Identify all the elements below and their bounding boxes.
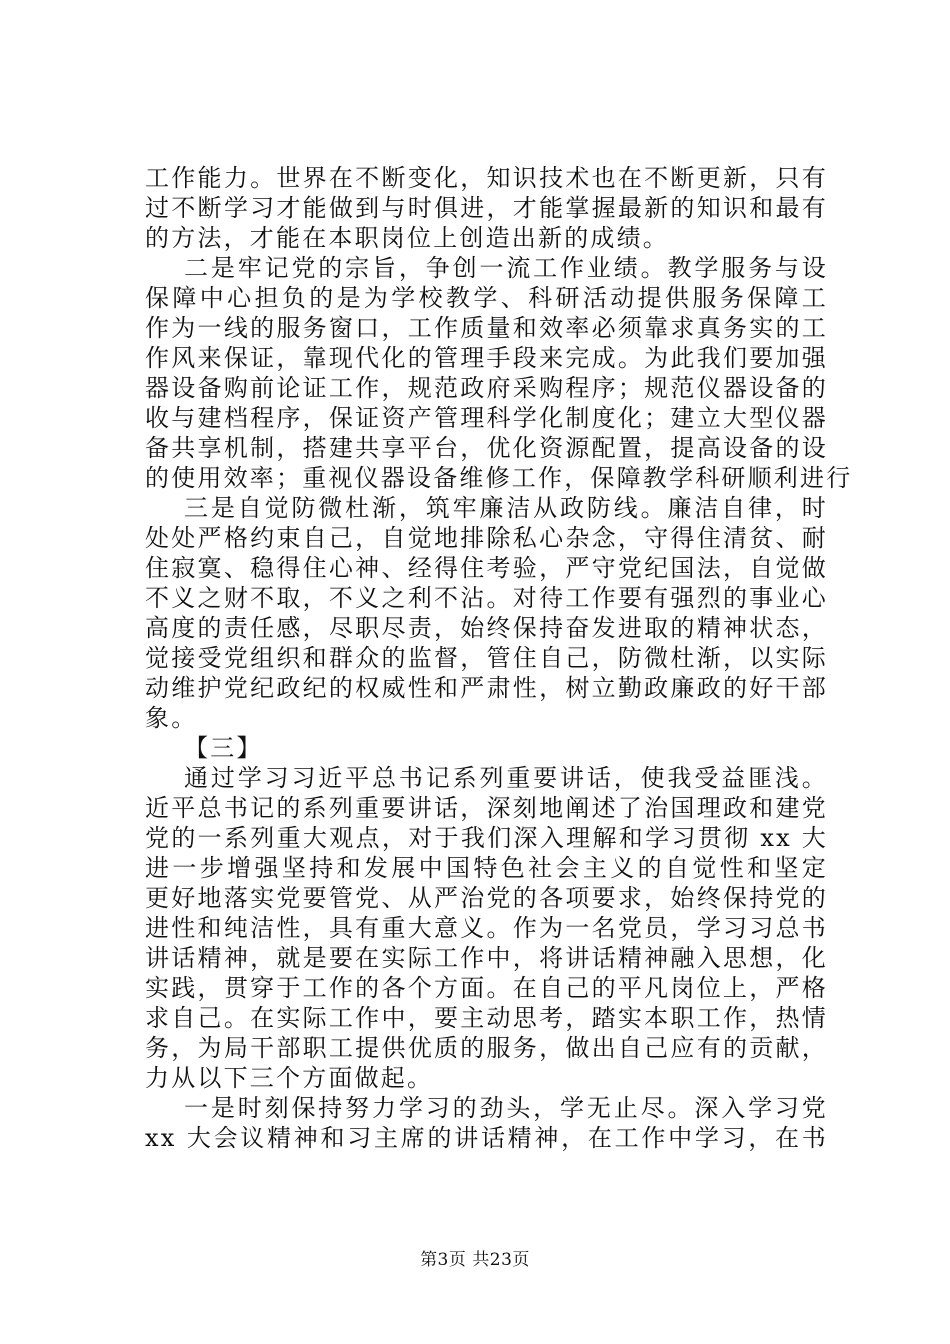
text-line: 一是时刻保持努力学习的劲头，学无止尽。深入学习党 bbox=[184, 1094, 828, 1122]
text-line: 务，为局干部职工提供优质的服务，做出自己应有的贡献， bbox=[145, 1034, 828, 1062]
text-line: 党的一系列重大观点，对于我们深入理解和学习贯彻 xx 大 bbox=[145, 824, 828, 852]
paragraph bbox=[145, 1093, 828, 1153]
text-line: xx 大会议精神和习主席的讲话精神，在工作中学习，在书 bbox=[145, 1124, 828, 1152]
paragraph bbox=[145, 763, 828, 1093]
text-line: 不义之财不取，不义之利不沾。对待工作要有强烈的事业心 bbox=[145, 584, 828, 612]
text-line: 讲话精神，就是要在实际工作中，将讲话精神融入思想，化 bbox=[145, 944, 828, 972]
document-body bbox=[145, 163, 853, 1153]
text-line: 求自己。在实际工作中，要主动思考，踏实本职工作，热情 bbox=[145, 1004, 828, 1032]
paragraph bbox=[145, 163, 828, 253]
paragraph bbox=[145, 253, 853, 493]
text-line: 通过学习习近平总书记系列重要讲话，使我受益匪浅。 bbox=[184, 764, 828, 792]
text-line: 作为一线的服务窗口，工作质量和效率必须靠求真务实的工 bbox=[145, 314, 828, 342]
text-line: 工作能力。世界在不断变化，知识技术也在不断更新，只有 bbox=[145, 164, 828, 192]
page-footer: 第3页 共23页 bbox=[420, 1250, 530, 1270]
text-line: 二是牢记党的宗旨，争创一流工作业绩。教学服务与设 bbox=[184, 254, 828, 282]
paragraph bbox=[145, 493, 828, 733]
text-line: 力从以下三个方面做起。 bbox=[145, 1064, 434, 1092]
paragraph bbox=[145, 733, 828, 763]
text-line: 高度的责任感，尽职尽责，始终保持奋发进取的精神状态， bbox=[145, 614, 828, 642]
text-line: 作风来保证，靠现代化的管理手段来完成。为此我们要加强 bbox=[145, 344, 828, 372]
text-line: 进性和纯洁性，具有重大意义。作为一名党员，学习习总书 bbox=[145, 914, 828, 942]
text-line: 的方法，才能在本职岗位上创造出新的成绩。 bbox=[145, 224, 669, 252]
text-line: 更好地落实党要管党、从严治党的各项要求，始终保持党的 bbox=[145, 884, 828, 912]
text-line: 过不断学习才能做到与时俱进，才能掌握最新的知识和最有 bbox=[145, 194, 828, 222]
text-line: 备共享机制，搭建共享平台，优化资源配置，提高设备的设 bbox=[145, 434, 828, 462]
text-line: 收与建档程序，保证资产管理科学化制度化；建立大型仪器 bbox=[145, 404, 828, 432]
text-line: 象。 bbox=[145, 704, 198, 732]
text-line: 保障中心担负的是为学校教学、科研活动提供服务保障工 bbox=[145, 284, 828, 312]
text-line: 动维护党纪政纪的权威性和严肃性，树立勤政廉政的好干部 bbox=[145, 674, 828, 702]
text-line: 处处严格约束自己，自觉地排除私心杂念，守得住清贫、耐 bbox=[145, 524, 828, 552]
text-line: 觉接受党组织和群众的监督，管住自己，防微杜渐，以实际 bbox=[145, 644, 828, 672]
text-line: 进一步增强坚持和发展中国特色社会主义的自觉性和坚定 bbox=[145, 854, 828, 882]
text-line: 实践，贯穿于工作的各个方面。在自己的平凡岗位上，严格 bbox=[145, 974, 828, 1002]
text-line: 【三】 bbox=[184, 734, 263, 762]
text-line: 三是自觉防微杜渐，筑牢廉洁从政防线。廉洁自律，时 bbox=[184, 494, 828, 522]
text-line: 器设备购前论证工作，规范政府采购程序；规范仪器设备的 bbox=[145, 374, 828, 402]
text-line: 近平总书记的系列重要讲话，深刻地阐述了治国理政和建党 bbox=[145, 794, 828, 822]
text-line: 的使用效率；重视仪器设备维修工作，保障教学科研顺利进行 bbox=[145, 464, 853, 492]
text-line: 住寂寞、稳得住心神、经得住考验，严守党纪国法，自觉做 bbox=[145, 554, 828, 582]
